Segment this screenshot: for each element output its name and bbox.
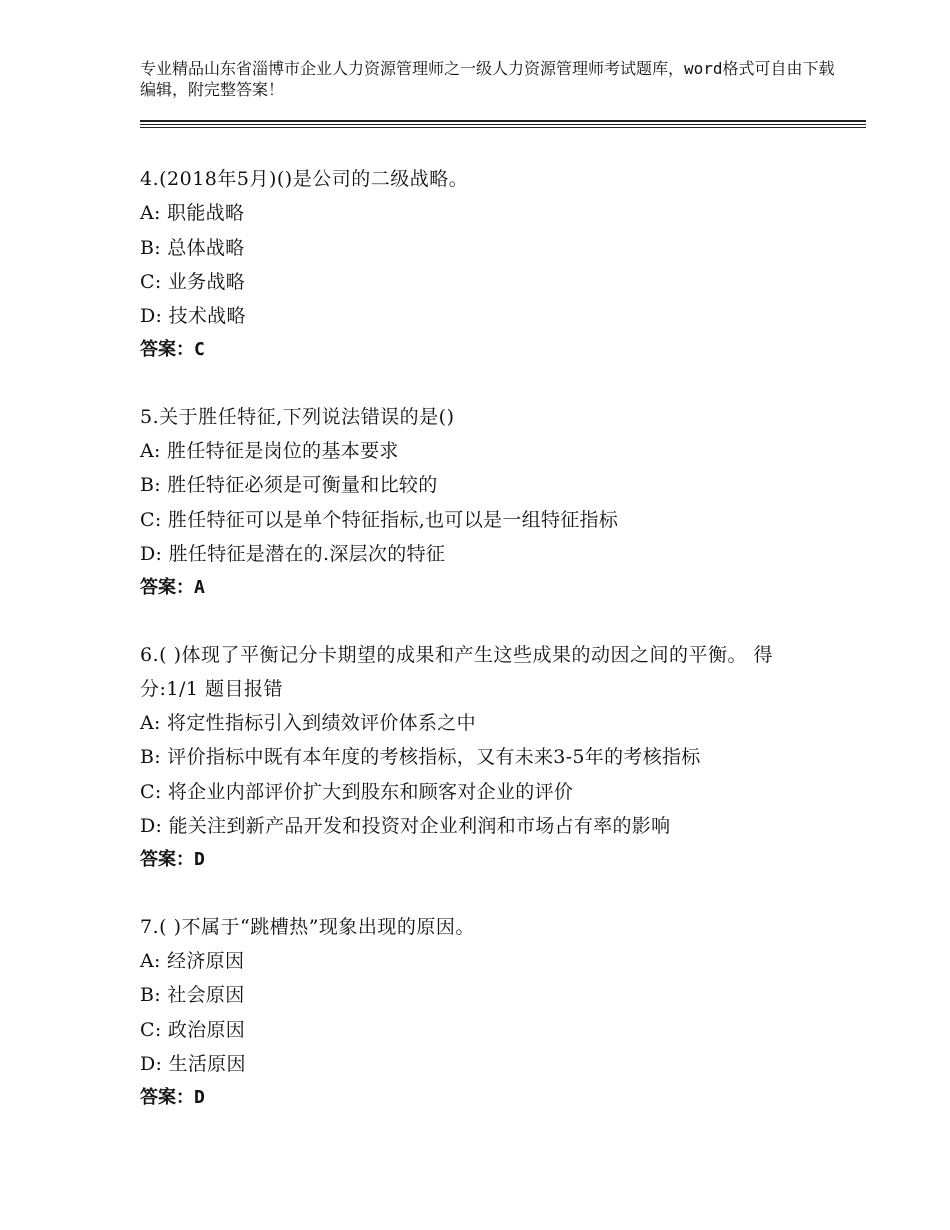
option-a: A: 经济原因 — [140, 949, 245, 972]
answer-line — [140, 1081, 830, 1115]
answer-value: D — [194, 849, 205, 871]
option-d: D: 能关注到新产品开发和投资对企业利润和市场占有率的影响 — [140, 815, 671, 838]
option-d: D: 胜任特征是潜在的.深层次的特征 — [140, 542, 446, 565]
question-text: 7.( )不属于“跳槽热”现象出现的原因。 — [140, 915, 475, 938]
question-block — [140, 910, 830, 1116]
option-d: D: 技术战略 — [140, 305, 246, 328]
option-c: C: 将企业内部评价扩大到股东和顾客对企业的评价 — [140, 780, 574, 803]
header-divider — [140, 124, 866, 125]
question-text: 6.( )体现了平衡记分卡期望的成果和产生这些成果的动因之间的平衡。 得分:1/1 题目报错 — [140, 643, 774, 700]
answer-label: 答案： — [140, 577, 194, 599]
answer-label: 答案： — [140, 1087, 194, 1109]
option-a: A: 职能战略 — [140, 202, 245, 225]
option-c: C: 业务战略 — [140, 270, 246, 293]
option-b: B: 总体战略 — [140, 236, 245, 259]
question-list — [140, 162, 830, 1147]
option-a: A: 将定性指标引入到绩效评价体系之中 — [140, 712, 476, 735]
answer-label: 答案： — [140, 849, 194, 871]
answer-value: A — [194, 577, 205, 599]
header-divider — [140, 120, 866, 122]
answer-line — [140, 571, 830, 605]
option-b: B: 评价指标中既有本年度的考核指标，又有未来3-5年的考核指标 — [140, 746, 701, 769]
question-text: 4.(2018年5月)()是公司的二级战略。 — [140, 168, 469, 190]
option-b: B: 胜任特征必须是可衡量和比较的 — [140, 474, 438, 497]
option-d: D: 生活原因 — [140, 1052, 246, 1075]
option-b: B: 社会原因 — [140, 984, 245, 1007]
question-block — [140, 400, 830, 606]
option-c: C: 政治原因 — [140, 1018, 246, 1041]
option-a: A: 胜任特征是岗位的基本要求 — [140, 440, 399, 463]
header-divider — [140, 127, 866, 128]
document-header: 专业精品山东省淄博市企业人力资源管理师之一级人力资源管理师考试题库，word格式可自由下载编辑，附完整答案！ — [140, 59, 835, 99]
question-block — [140, 638, 830, 878]
answer-value: C — [194, 339, 205, 361]
answer-line — [140, 843, 830, 877]
question-text: 5.关于胜任特征,下列说法错误的是() — [140, 405, 455, 428]
question-block — [140, 162, 830, 368]
answer-value: D — [194, 1087, 205, 1109]
answer-line — [140, 333, 830, 367]
answer-label: 答案： — [140, 339, 194, 361]
option-c: C: 胜任特征可以是单个特征指标,也可以是一组特征指标 — [140, 508, 619, 531]
